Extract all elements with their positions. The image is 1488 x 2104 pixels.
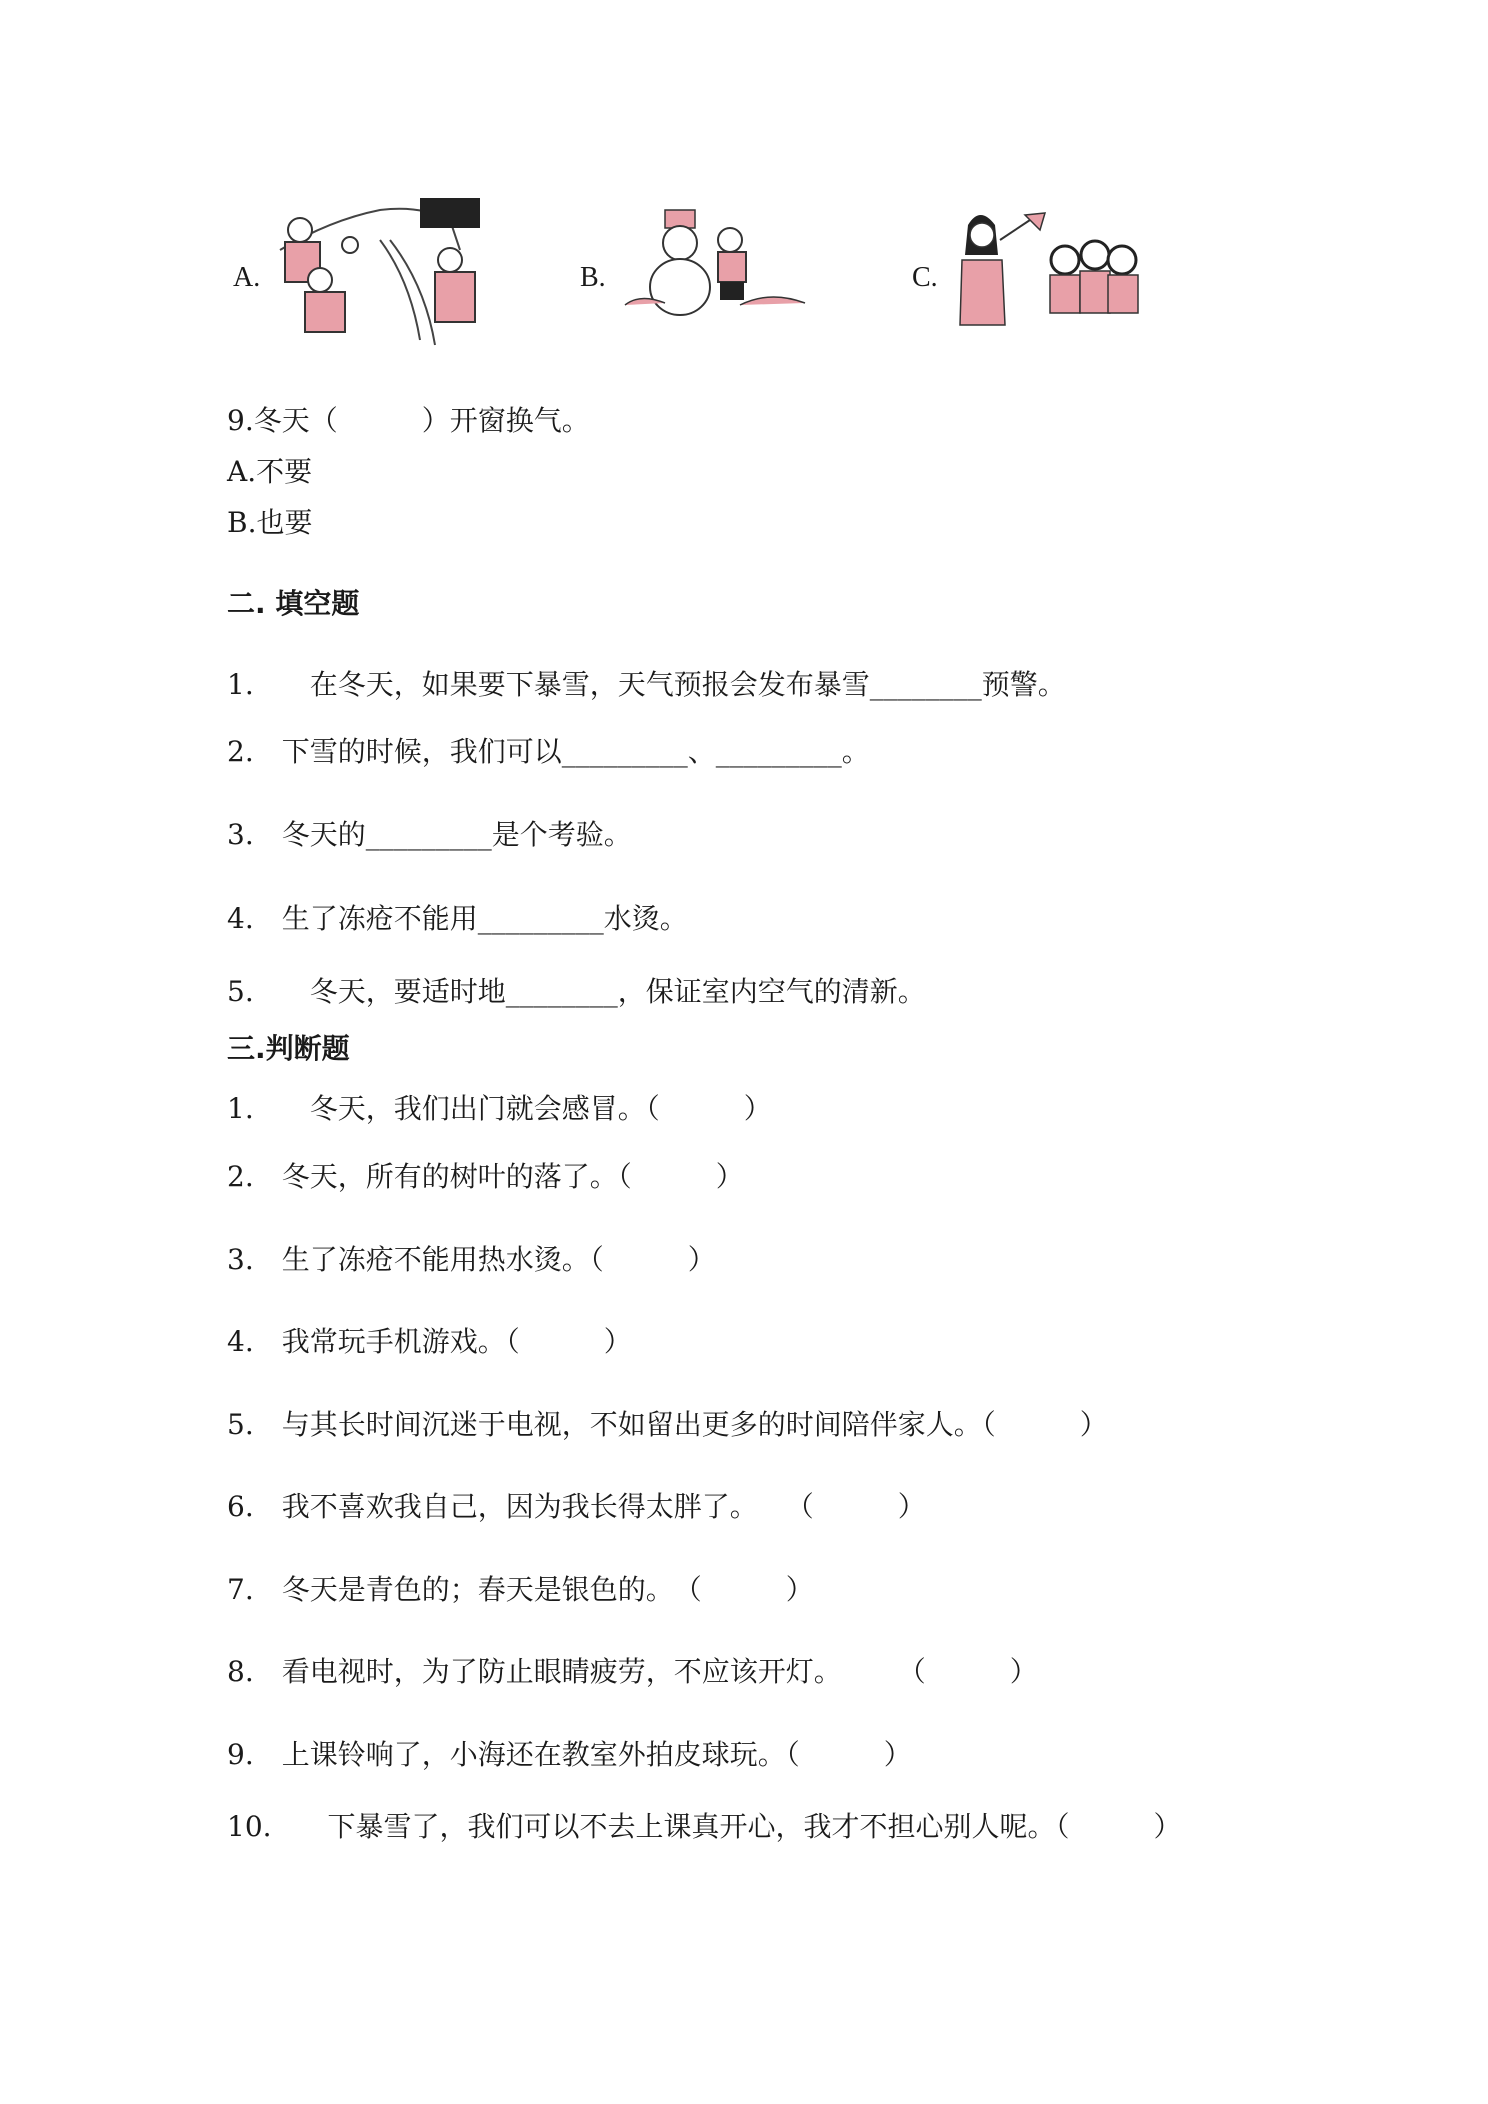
fill-blank-item: 2. 下雪的时候，我们可以_________、_________。 bbox=[227, 735, 870, 768]
fill-blank-item: 4. 生了冻疮不能用_________水烫。 bbox=[227, 902, 688, 935]
section-3-title: 三.判断题 bbox=[227, 1032, 350, 1065]
option-a-label: A. bbox=[233, 262, 261, 293]
snowman-illustration bbox=[620, 205, 810, 325]
option-c-label: C. bbox=[912, 262, 938, 293]
kids-playing-snow-illustration bbox=[270, 190, 495, 350]
true-false-item: 10. 下暴雪了，我们可以不去上课真开心，我才不担心别人呢。（ ） bbox=[227, 1810, 1182, 1843]
question-9-stem: 9.冬天（ ）开窗换气。 bbox=[227, 404, 590, 437]
section-2-title: 二. 填空题 bbox=[227, 587, 360, 620]
question-9-option-b: B.也要 bbox=[227, 506, 313, 539]
question-9-option-a: A.不要 bbox=[227, 455, 313, 488]
true-false-item: 4. 我常玩手机游戏。（ ） bbox=[227, 1325, 632, 1358]
true-false-item: 9. 上课铃响了，小海还在教室外拍皮球玩。（ ） bbox=[227, 1738, 912, 1771]
true-false-item: 5. 与其长时间沉迷于电视，不如留出更多的时间陪伴家人。（ ） bbox=[227, 1408, 1108, 1441]
true-false-item: 6. 我不喜欢我自己，因为我长得太胖了。 （ ） bbox=[227, 1490, 926, 1523]
true-false-item: 8. 看电视时，为了防止眼睛疲劳，不应该开灯。 （ ） bbox=[227, 1655, 1038, 1688]
fill-blank-item: 5. 冬天，要适时地________，保证室内空气的清新。 bbox=[227, 975, 926, 1008]
true-false-item: 7. 冬天是青色的；春天是银色的。 （ ） bbox=[227, 1573, 814, 1606]
teacher-and-students-illustration bbox=[950, 205, 1150, 330]
true-false-item: 3. 生了冻疮不能用热水烫。（ ） bbox=[227, 1243, 716, 1276]
fill-blank-item: 1. 在冬天，如果要下暴雪，天气预报会发布暴雪________预警。 bbox=[227, 668, 1066, 701]
option-b-label: B. bbox=[580, 262, 606, 293]
fill-blank-item: 3. 冬天的_________是个考验。 bbox=[227, 818, 632, 851]
true-false-item: 1. 冬天，我们出门就会感冒。（ ） bbox=[227, 1092, 772, 1125]
true-false-item: 2. 冬天，所有的树叶的落了。（ ） bbox=[227, 1160, 744, 1193]
